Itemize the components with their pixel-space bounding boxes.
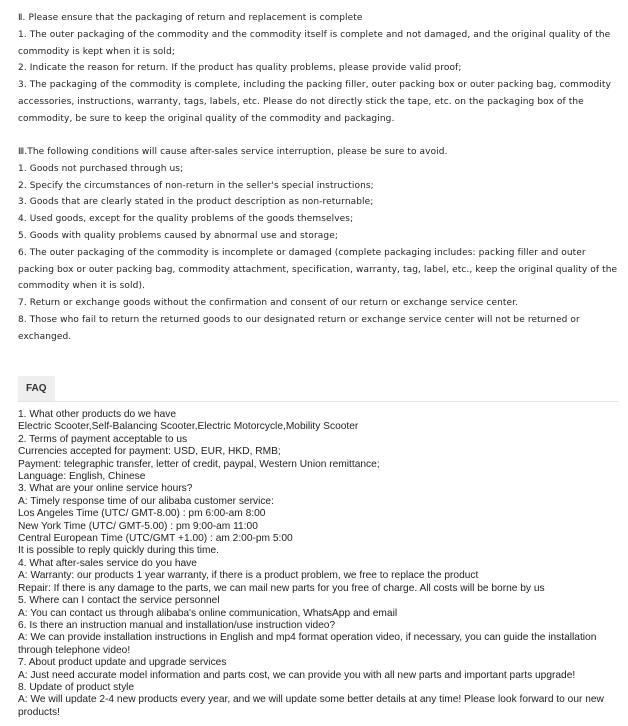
list-item: 7. Return or exchange goods without the confirmation and consent of our return or exchange service center. bbox=[18, 298, 519, 309]
faq-answer: Currencies accepted for payment: USD, EUR, HKD, RMB; bbox=[18, 446, 281, 458]
list-item: 2. Specify the circumstances of non-return in the seller's special instructions; bbox=[18, 180, 374, 191]
faq-answer: Electric Scooter,Self-Balancing Scooter,Electric Motorcycle,Mobility Scooter bbox=[18, 421, 359, 433]
list-item: 3. Goods that are clearly stated in the product description as non-returnable; bbox=[18, 197, 374, 208]
list-item: 3. The packaging of the commodity is complete, including the packing filler, outer packing box or outer packing bag, commodity accessories, instructions, warranty, tags, labels, etc. Please do not directly stick the tape, etc. on the packaging box of the commodity, be sure to keep the original quality of the commodity and packaging. bbox=[18, 80, 611, 124]
list-item: 5. Goods with quality problems caused by abnormal use and storage; bbox=[18, 230, 338, 241]
faq-answer: Language: English, Chinese bbox=[18, 471, 146, 483]
faq-question: 6. Is there an instruction manual and installation/use instruction video? bbox=[18, 619, 336, 631]
faq-question: 4. What after-sales service do you have bbox=[18, 557, 197, 569]
faq-tab[interactable]: FAQ bbox=[18, 376, 55, 401]
faq-answer: Central European Time (UTC/GMT +1.00) : am 2:00-pm 5:00 bbox=[18, 533, 293, 545]
faq-answer: A: Warranty: our products 1 year warranty, if there is a product problem, we free to replace the product bbox=[18, 570, 479, 582]
list-item: 6. The outer packaging of the commodity is incomplete or damaged (complete packaging includes: packing filler and outer packing box or outer packing bag, commodity attachment, specification, warranty, tag, label, etc., keep the original quality of the commodity when it is sold). bbox=[18, 247, 618, 292]
list-item: 1. The outer packaging of the commodity and the commodity itself is complete and not damaged, and the original quality of the commodity is kept when it is sold; bbox=[18, 29, 611, 57]
faq-answer: It is possible to reply quickly during this time. bbox=[18, 545, 220, 557]
faq-answer: A: Timely response time of our alibaba customer service: bbox=[18, 495, 274, 507]
list-item: 4. Used goods, except for the quality problems of the goods themselves; bbox=[18, 214, 354, 225]
service-interruption-section bbox=[18, 144, 622, 346]
faq-body bbox=[18, 409, 622, 719]
faq-answer: A: We will update 2-4 new products every year, and we will update some better details at any time! Please look forward to our new products! bbox=[18, 694, 604, 718]
faq-answer: Los Angeles Time (UTC/ GMT-8.00) : pm 6:00-am 8:00 bbox=[18, 508, 266, 520]
faq-answer: A: Just need accurate model information and parts cost, we can provide you with all new parts and important parts upgrade! bbox=[18, 669, 576, 681]
faq-question: 7. About product update and upgrade services bbox=[18, 657, 227, 669]
list-item: 1. Goods not purchased through us; bbox=[18, 163, 184, 174]
faq-question: 2. Terms of payment acceptable to us bbox=[18, 433, 188, 445]
list-item: 2. Indicate the reason for return. If the product has quality problems, please provide valid proof; bbox=[18, 63, 462, 74]
faq-answer: New York Time (UTC/ GMT-5.00) : pm 9:00-am 11:00 bbox=[18, 520, 258, 532]
return-packaging-section bbox=[18, 10, 622, 128]
faq-question: 5. Where can I contact the service personnel bbox=[18, 595, 220, 607]
list-item: 8. Those who fail to return the returned goods to our designated return or exchange service center will not be returned or exchanged. bbox=[18, 314, 580, 342]
faq-answer: Payment: telegraphic transfer, letter of credit, paypal, Western Union remittance; bbox=[18, 458, 380, 470]
faq-answer: Repair: If there is any damage to the parts, we can mail new parts for you free of charge. All costs will be borne by us bbox=[18, 582, 545, 594]
faq-question: 8. Update of product style bbox=[18, 681, 135, 693]
faq-answer: A: We can provide installation instructions in English and mp4 format operation video, if necessary, you can guide the installation through telephone video! bbox=[18, 632, 597, 656]
faq-question: 3. What are your online service hours? bbox=[18, 483, 193, 495]
section-heading: Ⅱ. Please ensure that the packaging of return and replacement is complete bbox=[18, 13, 363, 23]
section-heading: Ⅲ.The following conditions will cause after-sales service interruption, please be sure to avoid. bbox=[18, 147, 448, 157]
faq-answer: A: You can contact us through alibaba's online communication, WhatsApp and email bbox=[18, 607, 398, 619]
faq-question: 1. What other products do we have bbox=[18, 409, 176, 420]
faq-header bbox=[18, 376, 618, 402]
